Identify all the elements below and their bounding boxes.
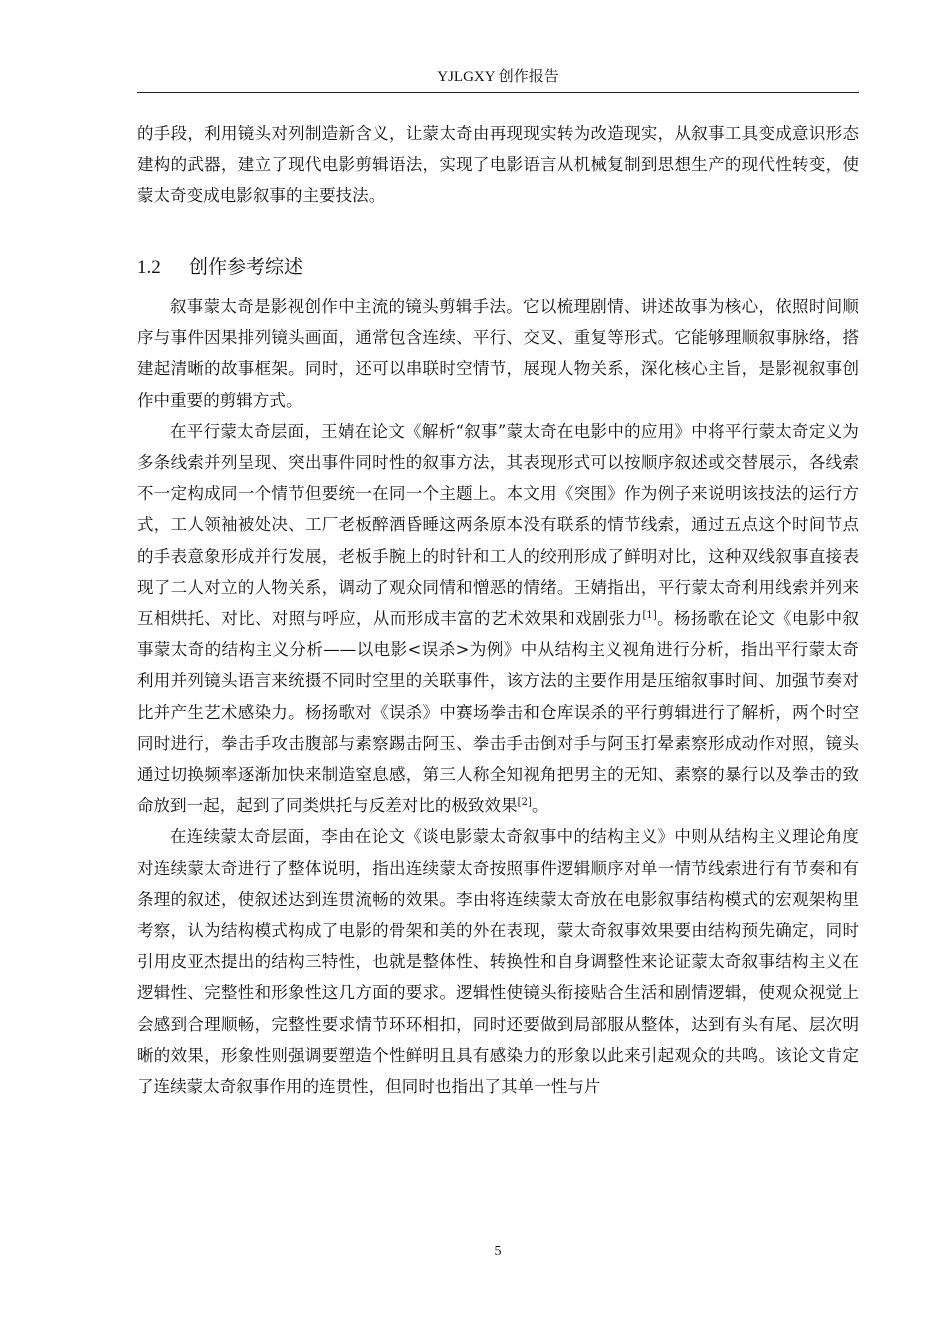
page-number: 5 [494,1244,502,1259]
paragraph-text: 在平行蒙太奇层面，王婧在论文《解析“叙事”蒙太奇在电影中的应用》中将平行蒙太奇定义为多条线索并列呈现、突出事件同时性的叙事方法，其表现形式可以按顺序叙述或交替展示，各线索不一定构成同一个情节但要统一在同一个主题上。本文用《突围》作为例子来说明该技法的运行方式，工人领袖被处决、工厂老板醉酒昏睡这两条原本没有联系的情节线索，通过五点这个时间节点的手表意象形成并行发展，老板手腕上的时针和工人的绞刑形成了鲜明对比，这种双线叙事直接表现了二人对立的人物关系，调动了观众同情和憎恶的情绪。王婧指出，平行蒙太奇利用线索并列来互相烘托、对比、对照与呼应，从而形成丰富的艺术效果和戏剧张力 [137,421,859,629]
continued-paragraph: 的手段，利用镜头对列制造新含义，让蒙太奇由再现现实转为改造现实，从叙事工具变成意识形态建构的武器，建立了现代电影剪辑语法，实现了电影语言从机械复制到思想生产的现代性转变，使蒙太奇变成电影叙事的主要技法。 [137,124,859,206]
running-header: YJLGXY 创作报告 [437,69,559,85]
paragraph-continuous-montage: 在连续蒙太奇层面，李由在论文《谈电影蒙太奇叙事中的结构主义》中则从结构主义理论角度对连续蒙太奇进行了整体说明，指出连续蒙太奇按照事件逻辑顺序对单一情节线索进行有节奏和有条理的叙述，使叙述达到连贯流畅的效果。李由将连续蒙太奇放在电影叙事结构模式的宏观架构里考察，认为结构模式构成了电影的骨架和美的外在表现，蒙太奇叙事效果要由结构预先确定，同时引用皮亚杰提出的结构三特性，也就是整体性、转换性和自身调整性来论证蒙太奇叙事结构主义在逻辑性、完整性和形象性这几方面的要求。逻辑性使镜头衔接贴合生活和剧情逻辑，使观众视觉上会感到合理顺畅，完整性要求情节环环相扣，同时还要做到局部服从整体，达到有头有尾、层次明晰的效果，形象性则强调要塑造个性鲜明且具有感染力的形象以此来引起观众的共鸣。该论文肯定了连续蒙太奇叙事作用的连贯性，但同时也指出了其单一性与片 [137,827,859,1097]
section-body [137,291,859,1102]
paragraph-intro: 叙事蒙太奇是影视创作中主流的镜头剪辑手法。它以梳理剧情、讲述故事为核心，依照时间顺序与事件因果排列镜头画面，通常包含连续、平行、交叉、重复等形式。它能够理顺叙事脉络，搭建起清晰的故事框架。同时，还可以串联时空情节，展现人物关系，深化核心主旨，是影视叙事创作中重要的剪辑方式。 [137,297,859,410]
citation-ref-2: [2] [517,797,532,809]
section-number: 1.2 [137,257,161,278]
paragraph-parallel-montage [137,416,859,822]
continued-text-block [137,118,859,212]
paragraph-text: 。杨扬歌在论文《电影中叙事蒙太奇的结构主义分析——以电影<误杀>为例》中从结构主义视角进行分析，指出平行蒙太奇利用并列镜头语言来统摄不同时空里的关联事件，该方法的主要作用是压缩叙事时间、加强节奏对比并产生艺术感染力。杨扬歌对《误杀》中赛场拳击和仓库误杀的平行剪辑进行了解析，两个时空同时进行，拳击手攻击腹部与素察踢击阿玉、拳击手击倒对手与阿玉打晕素察形成动作对照，镜头通过切换频率逐渐加快来制造窒息感，第三人称全知视角把男主的无知、素察的暴行以及拳击的致命放到一起，起到了同类烘托与反差对比的极致效果 [137,609,860,816]
section-heading [137,254,859,281]
header-divider [137,92,859,93]
paragraph-text: 。 [531,796,549,816]
citation-ref-1: [1] [642,610,657,622]
section-title: 创作参考综述 [189,256,304,278]
